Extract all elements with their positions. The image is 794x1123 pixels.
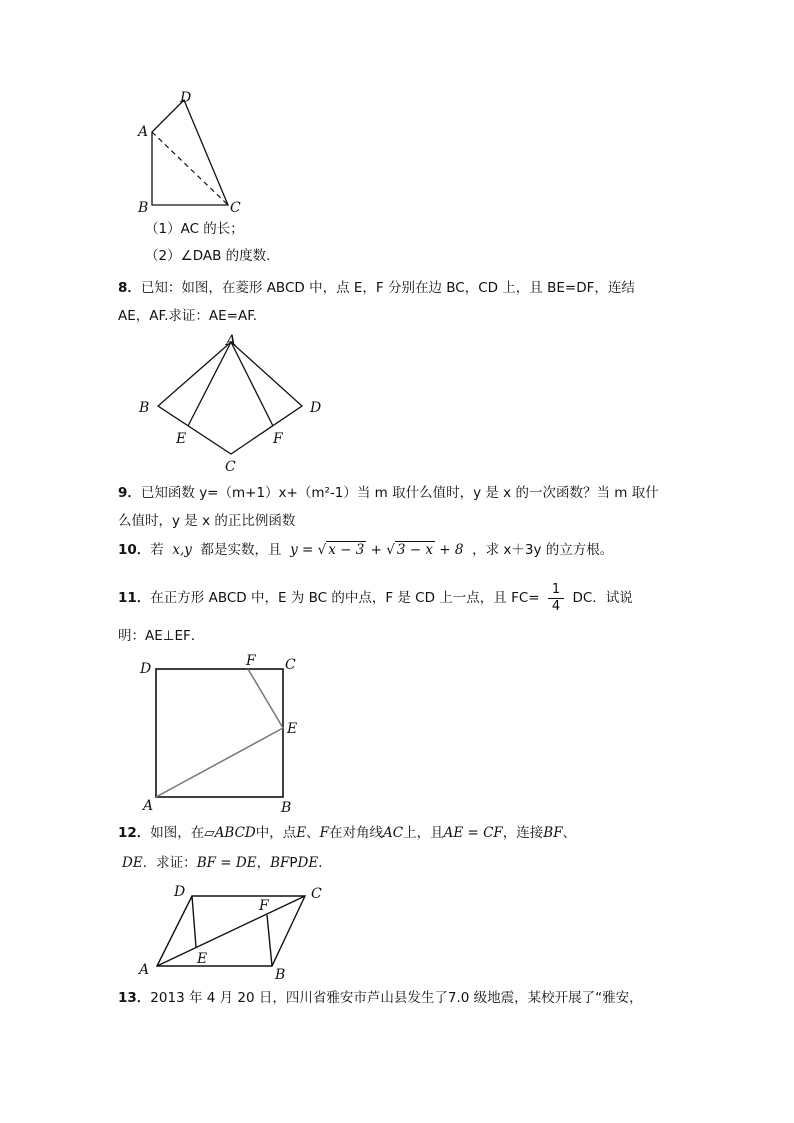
q12-eq3: BF <box>270 855 290 871</box>
q12-sep: 、 <box>306 825 320 841</box>
q11-text1b: DC．试说 <box>572 590 633 606</box>
q12-eq1: AE = CF <box>443 825 503 841</box>
label-A: A <box>139 962 150 978</box>
q8-number: 8． <box>118 280 141 296</box>
fraction-numerator: 1 <box>548 582 564 599</box>
q12-ac: AC <box>383 825 404 841</box>
figure-q7-quadrilateral <box>130 90 260 220</box>
q10-mid: 都是实数，且 <box>200 542 282 558</box>
q10-vars: x,y <box>172 542 192 558</box>
q12-eq2: BF = DE <box>196 855 257 871</box>
q12-sep2: 、 <box>562 825 577 841</box>
sqrt-icon: √ <box>317 542 327 558</box>
q10-eq-lhs: y = <box>290 542 314 558</box>
label-B: B <box>138 200 149 216</box>
label-D: D <box>174 884 186 900</box>
label-A: A <box>138 124 149 140</box>
label-A: A <box>143 798 154 814</box>
label-C: C <box>225 459 236 475</box>
q12-comma: ， <box>256 855 271 871</box>
label-E: E <box>197 951 208 967</box>
q12-bf: BF <box>543 825 563 841</box>
q7-part1: （1）AC 的长； <box>145 221 244 237</box>
fraction <box>548 582 564 615</box>
figure-q12-parallelogram <box>135 878 335 983</box>
label-F: F <box>259 898 269 914</box>
q12-line2 <box>122 853 332 873</box>
q10-number: 10． <box>118 542 151 558</box>
q10-tail: + 8 <box>439 542 464 558</box>
q12-text2b: ．求证： <box>142 855 197 871</box>
q12-text1f: ，连接 <box>502 825 544 841</box>
q12-dot: ． <box>318 855 332 871</box>
label-C: C <box>230 200 241 216</box>
q12-abcd: ABCD <box>214 825 256 841</box>
q8-text1: 已知：如图，在菱形 ABCD 中，点 E，F 分别在边 BC，CD 上，且 BE=DF，连结 <box>140 280 635 296</box>
q12-text1e: 上，且 <box>403 825 444 841</box>
q9-number: 9． <box>118 485 141 501</box>
q10-plus: + <box>370 542 382 558</box>
q12-line1 <box>118 823 576 843</box>
label-F: F <box>246 653 256 669</box>
q11-line1 <box>118 580 633 616</box>
q10-line <box>118 540 613 560</box>
q10-pre: 若 <box>150 542 164 558</box>
label-D: D <box>180 90 192 106</box>
figure-q8-rhombus <box>130 330 340 475</box>
q12-eq3b: DE <box>297 855 319 871</box>
q10-radicand1: x − 3 <box>328 542 365 558</box>
label-B: B <box>281 800 292 816</box>
sqrt-icon: √ <box>386 542 395 558</box>
q8-line1 <box>118 278 635 298</box>
label-A: A <box>226 333 237 349</box>
q12-text1d: 在对角线 <box>329 825 383 841</box>
q12-f: F <box>319 825 329 841</box>
q13-text: 2013 年 4 月 20 日，四川省雅安市芦山县发生了7.0 级地震，某校开展了“雅安， <box>150 990 643 1006</box>
q12-e: E <box>296 825 307 841</box>
q13-line <box>118 988 643 1008</box>
figure-q11-square <box>135 650 315 815</box>
label-E: E <box>287 721 298 737</box>
label-D: D <box>310 400 322 416</box>
q12-de: DE <box>122 855 143 871</box>
label-F: F <box>273 431 283 447</box>
q10-radicand2: 3 − x <box>396 542 433 558</box>
label-B: B <box>275 967 286 983</box>
q11-line2: 明：AE⊥EF． <box>118 628 205 644</box>
q12-parallel: P <box>289 855 298 871</box>
fraction-denominator: 4 <box>551 598 561 614</box>
label-E: E <box>176 431 187 447</box>
q12-text1c: 中，点 <box>255 825 297 841</box>
q11-text1: 在正方形 ABCD 中，E 为 BC 的中点，F 是 CD 上一点，且 FC= <box>150 590 540 606</box>
q12-text1a: 如图，在 <box>150 825 205 841</box>
parallelogram-icon: ▱ <box>204 825 215 841</box>
label-C: C <box>311 886 322 902</box>
q13-number: 13． <box>118 990 151 1006</box>
q10-post: ，求 x＋3y 的立方根。 <box>472 542 614 558</box>
q11-number: 11． <box>118 590 151 606</box>
label-C: C <box>285 657 296 673</box>
q7-part2: （2）∠DAB 的度数． <box>145 248 280 264</box>
q9-line2: 么值时，y 是 x 的正比例函数 <box>118 513 296 529</box>
label-B: B <box>139 400 150 416</box>
label-D: D <box>140 661 152 677</box>
q12-number: 12． <box>118 825 151 841</box>
q9-text1: 已知函数 y=（m+1）x+（m²-1）当 m 取什么值时，y 是 x 的一次函数？当 m 取什 <box>140 485 659 501</box>
q8-line2: AE，AF.求证：AE=AF. <box>118 308 258 324</box>
q9-line1 <box>118 483 659 503</box>
